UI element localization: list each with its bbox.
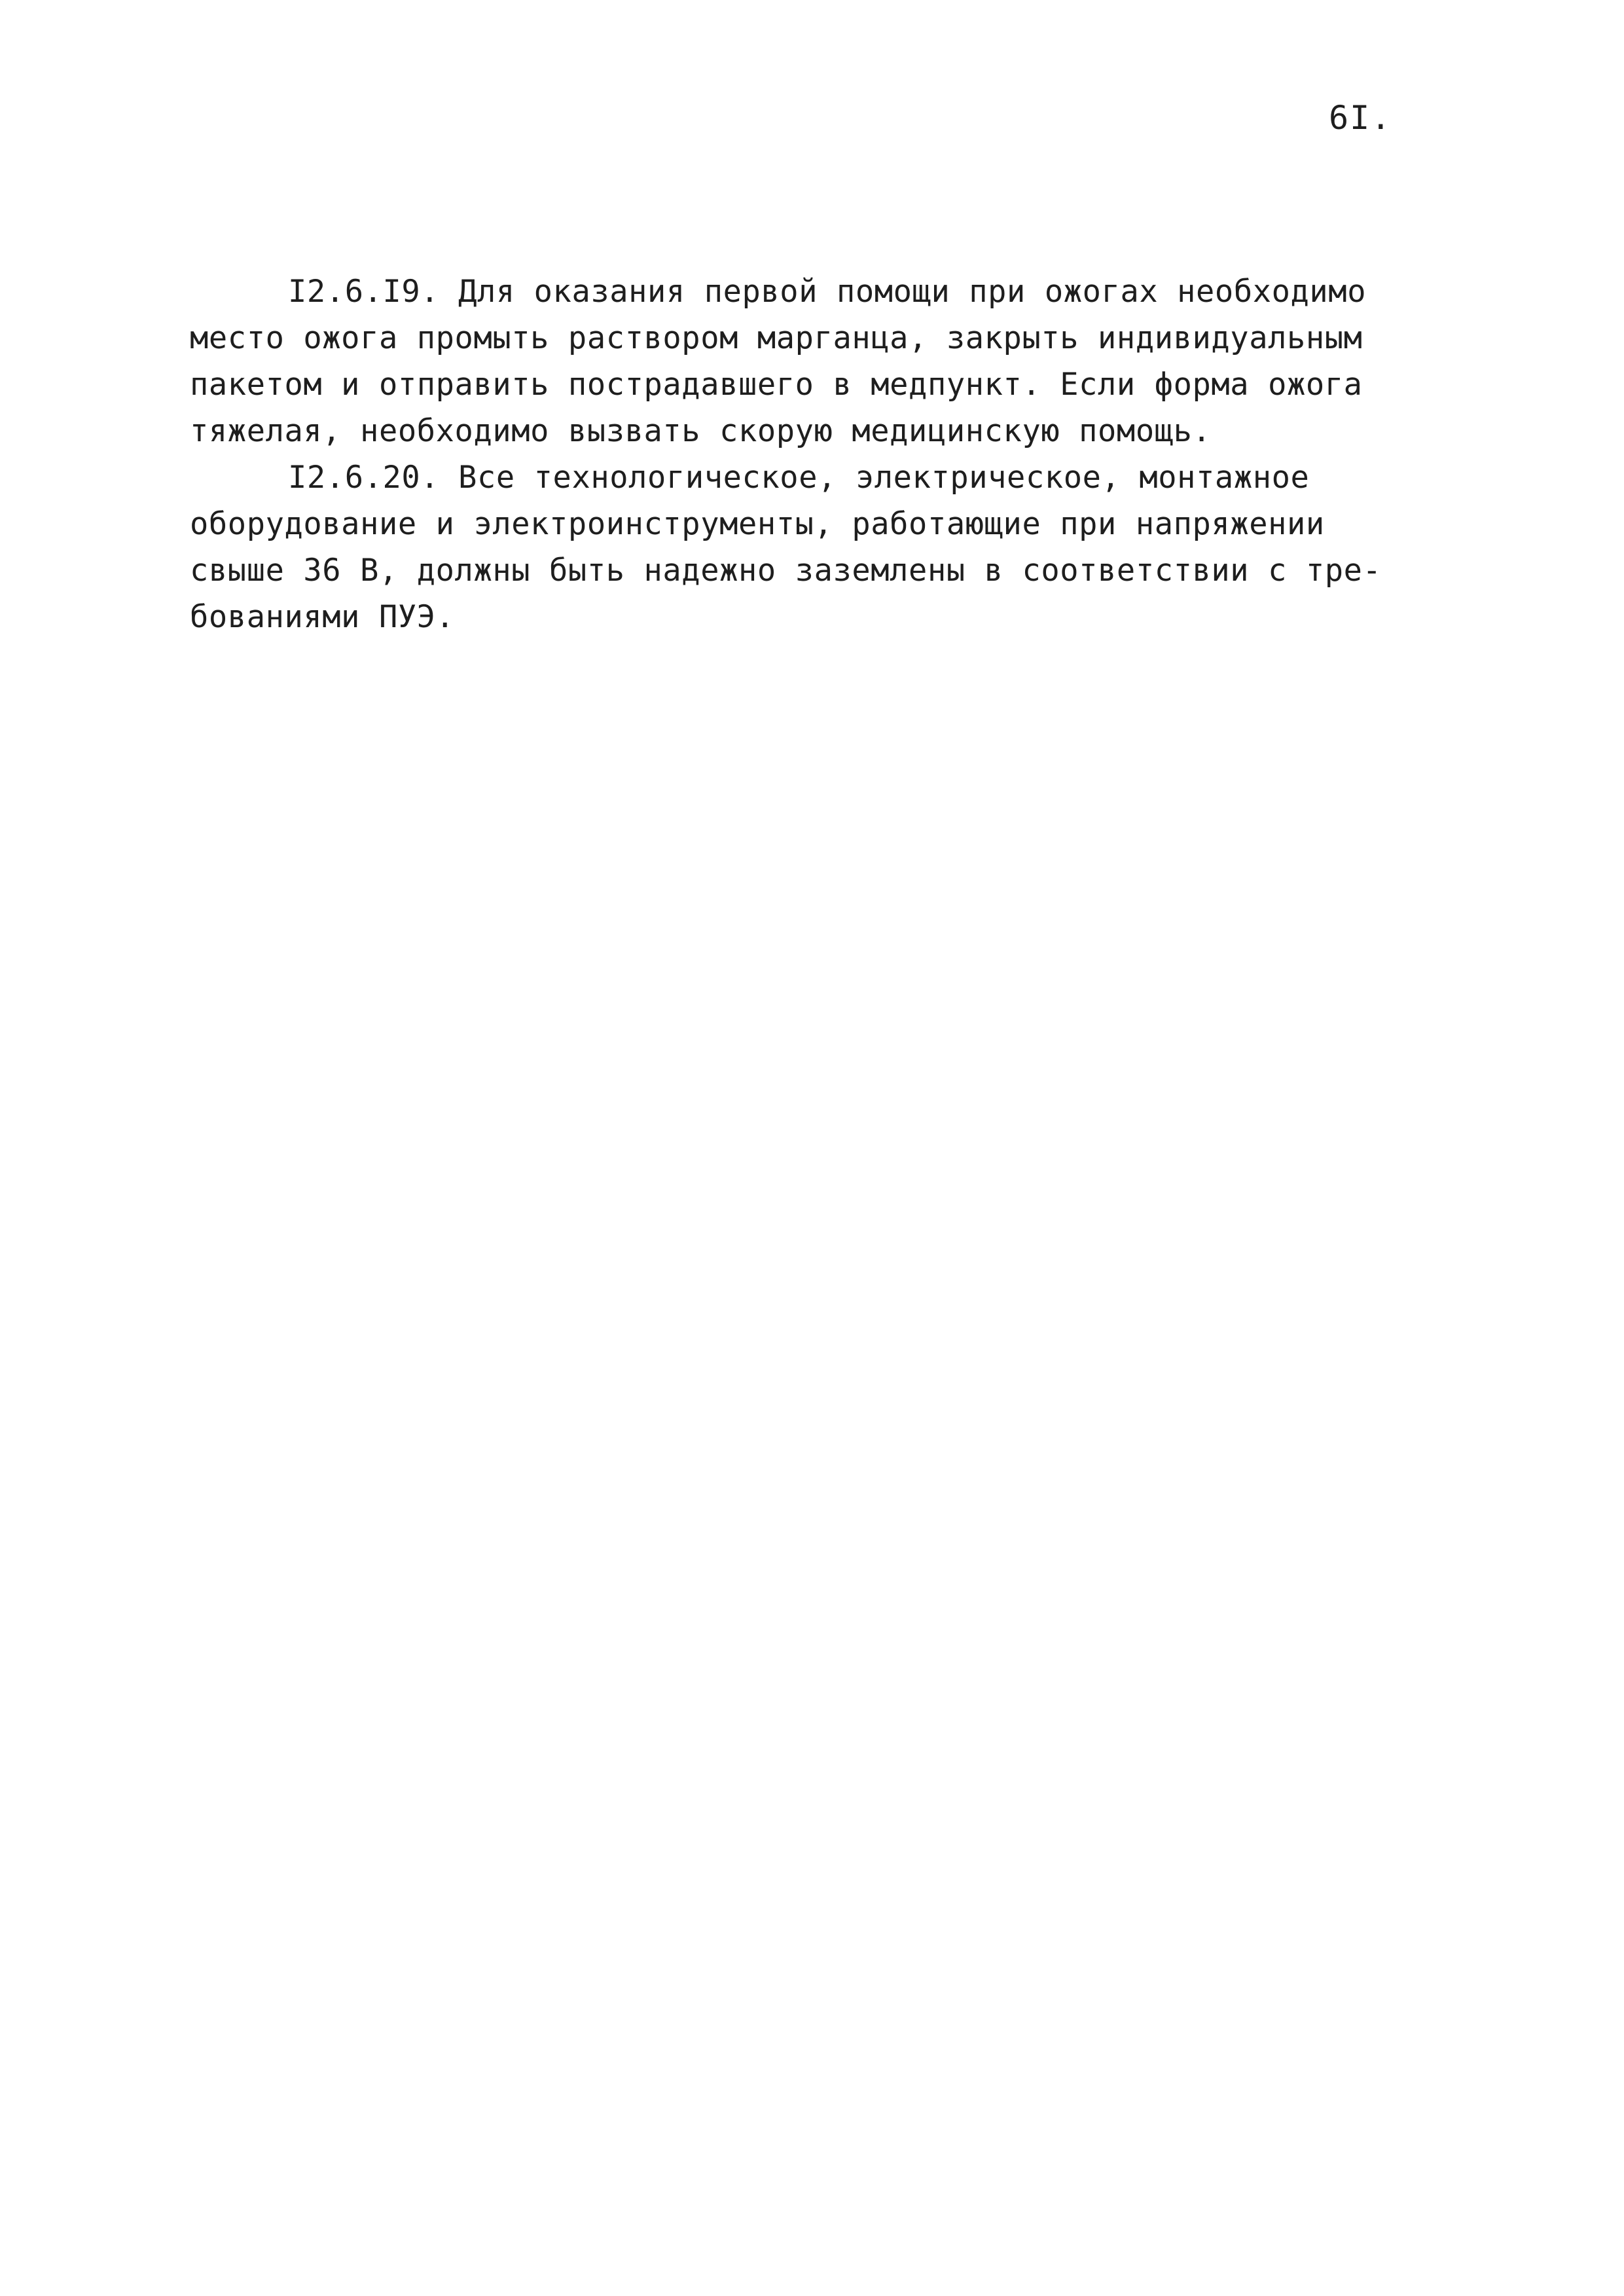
paragraph-line: место ожога промыть раствором марганца, закрыть индивидуальным bbox=[190, 320, 1363, 356]
body-text bbox=[190, 268, 1499, 640]
paragraph-line: свыше 36 В, должны быть надежно заземлены в соответствии с тре- bbox=[190, 553, 1382, 589]
paragraph-line: тяжелая, необходимо вызвать скорую медицинскую помощь. bbox=[190, 413, 1212, 449]
paragraph-line: бованиями ПУЭ. bbox=[190, 599, 455, 635]
paragraph-line: I2.6.20. Все технологическое, электрическое, монтажное bbox=[288, 460, 1310, 496]
paragraph-line: оборудование и электроинструменты, работающие при напряжении bbox=[190, 506, 1325, 542]
paragraph-line: I2.6.I9. Для оказания первой помощи при ожогах необходимо bbox=[288, 274, 1367, 310]
page-number: 6I. bbox=[1329, 99, 1392, 137]
paragraph-12-6-20 bbox=[190, 454, 1499, 640]
paragraph-line: пакетом и отправить пострадавшего в медпункт. Если форма ожога bbox=[190, 367, 1363, 403]
paragraph-12-6-19 bbox=[190, 268, 1499, 454]
